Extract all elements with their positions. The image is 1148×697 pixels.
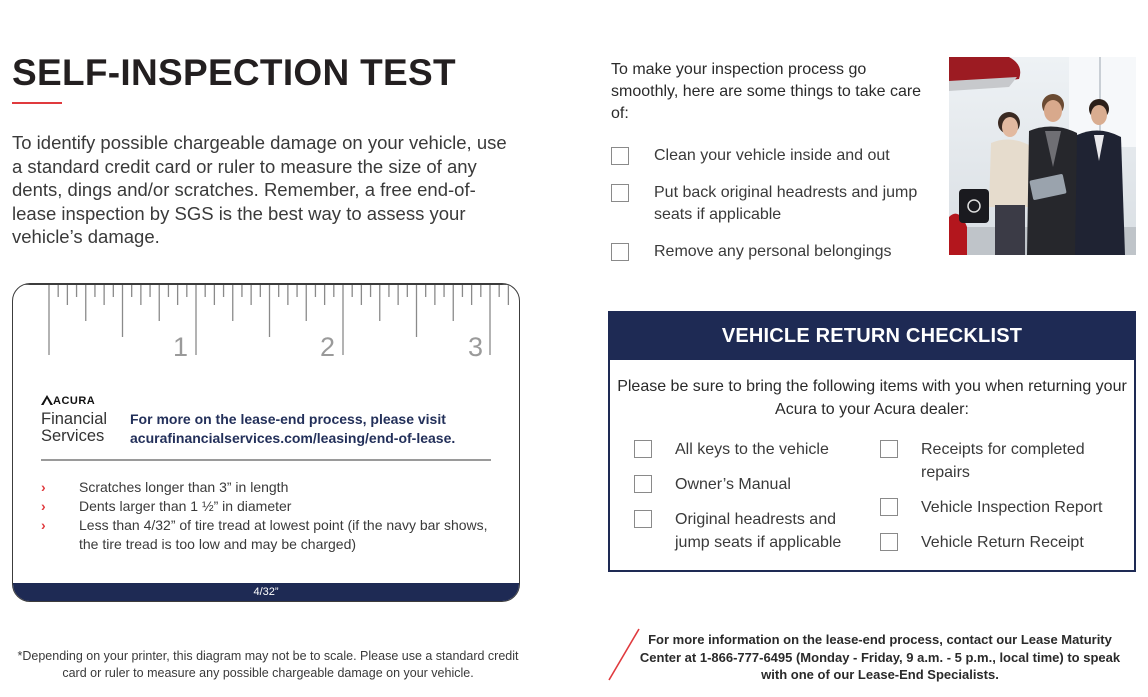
checkbox[interactable] (611, 243, 629, 261)
page-title: SELF-INSPECTION TEST (12, 52, 456, 93)
checkbox[interactable] (634, 510, 652, 528)
lease-end-info: For more on the lease-end process, please visit acurafinancialservices.com/leasing/end-of-lease. (130, 411, 456, 446)
ruler-number-2: 2 (320, 332, 336, 362)
scale-footnote: *Depending on your printer, this diagram may not be to scale. Please use a standard credit card or ruler to measure any possible chargeable damage on your vehicle. (17, 649, 519, 680)
prep-heading: To make your inspection process go smoothly, here are some things to take care of: (611, 61, 922, 122)
checklist-title: VEHICLE RETURN CHECKLIST (610, 313, 1134, 360)
list-item: › Scratches longer than 3” in length (41, 479, 289, 495)
acura-logo: ACURA (41, 395, 95, 407)
intro-paragraph: To identify possible chargeable damage on your vehicle, use a standard credit card or ruler to measure the size of any dents, dings and/or scratches. Remember, a free end-of-lease inspection by SGS is the best way to assess your vehicle’s damage. (12, 132, 507, 247)
list-item: Receipts for completed repairs (880, 438, 1130, 484)
checklist-right-column (880, 438, 1130, 554)
list-item: Vehicle Return Receipt (880, 531, 1130, 554)
chevron-right-icon: › (41, 517, 46, 533)
tread-depth-bar: 4/32” (13, 583, 519, 601)
list-item: Put back original headrests and jump seats if applicable (611, 182, 931, 227)
list-item: Owner’s Manual (634, 473, 874, 496)
checkbox[interactable] (880, 533, 898, 551)
contact-info: For more information on the lease-end process, contact our Lease Maturity Center at 1-866-777-6495 (Monday - Friday, 9 a.m. - 5 p.m., local time) to speak with one of our Lease-End Specialists. (639, 632, 1121, 682)
chevron-right-icon: › (41, 498, 46, 514)
list-item: › Dents larger than 1 ½” in diameter (41, 498, 292, 514)
lease-end-url[interactable]: acurafinancialservices.com/leasing/end-of-lease. (130, 430, 456, 446)
list-item: › Less than 4/32” of tire tread at lowest point (if the navy bar shows, the tire tread is too low and may be charged) (41, 517, 488, 552)
ruler-number-1: 1 (173, 332, 189, 362)
acura-logo-icon (41, 395, 53, 405)
vehicle-return-checklist (608, 311, 1136, 572)
list-item: Clean your vehicle inside and out (611, 145, 931, 168)
chevron-right-icon: › (41, 479, 46, 495)
list-item: Remove any personal belongings (611, 241, 931, 264)
list-item: Vehicle Inspection Report (880, 496, 1130, 519)
checkbox[interactable] (611, 147, 629, 165)
list-item: All keys to the vehicle (634, 438, 874, 461)
checkbox[interactable] (634, 475, 652, 493)
card-divider (41, 459, 491, 461)
prep-checklist (611, 145, 931, 263)
checkbox[interactable] (880, 498, 898, 516)
checkbox[interactable] (880, 440, 898, 458)
ruler-graphic (13, 284, 520, 364)
dealership-photo (949, 57, 1136, 255)
damage-criteria-list (41, 478, 491, 554)
title-underline (12, 102, 62, 104)
checkbox[interactable] (611, 184, 629, 202)
ruler-card (12, 283, 520, 602)
checklist-intro: Please be sure to bring the following items with you when returning your Acura to your Acura dealer: (617, 378, 1127, 418)
financial-services-wordmark: Financial Services (41, 410, 108, 445)
checkbox[interactable] (634, 440, 652, 458)
ruler-number-3: 3 (468, 332, 484, 362)
checklist-left-column (634, 438, 874, 554)
list-item: Original headrests and jump seats if applicable (634, 508, 874, 554)
